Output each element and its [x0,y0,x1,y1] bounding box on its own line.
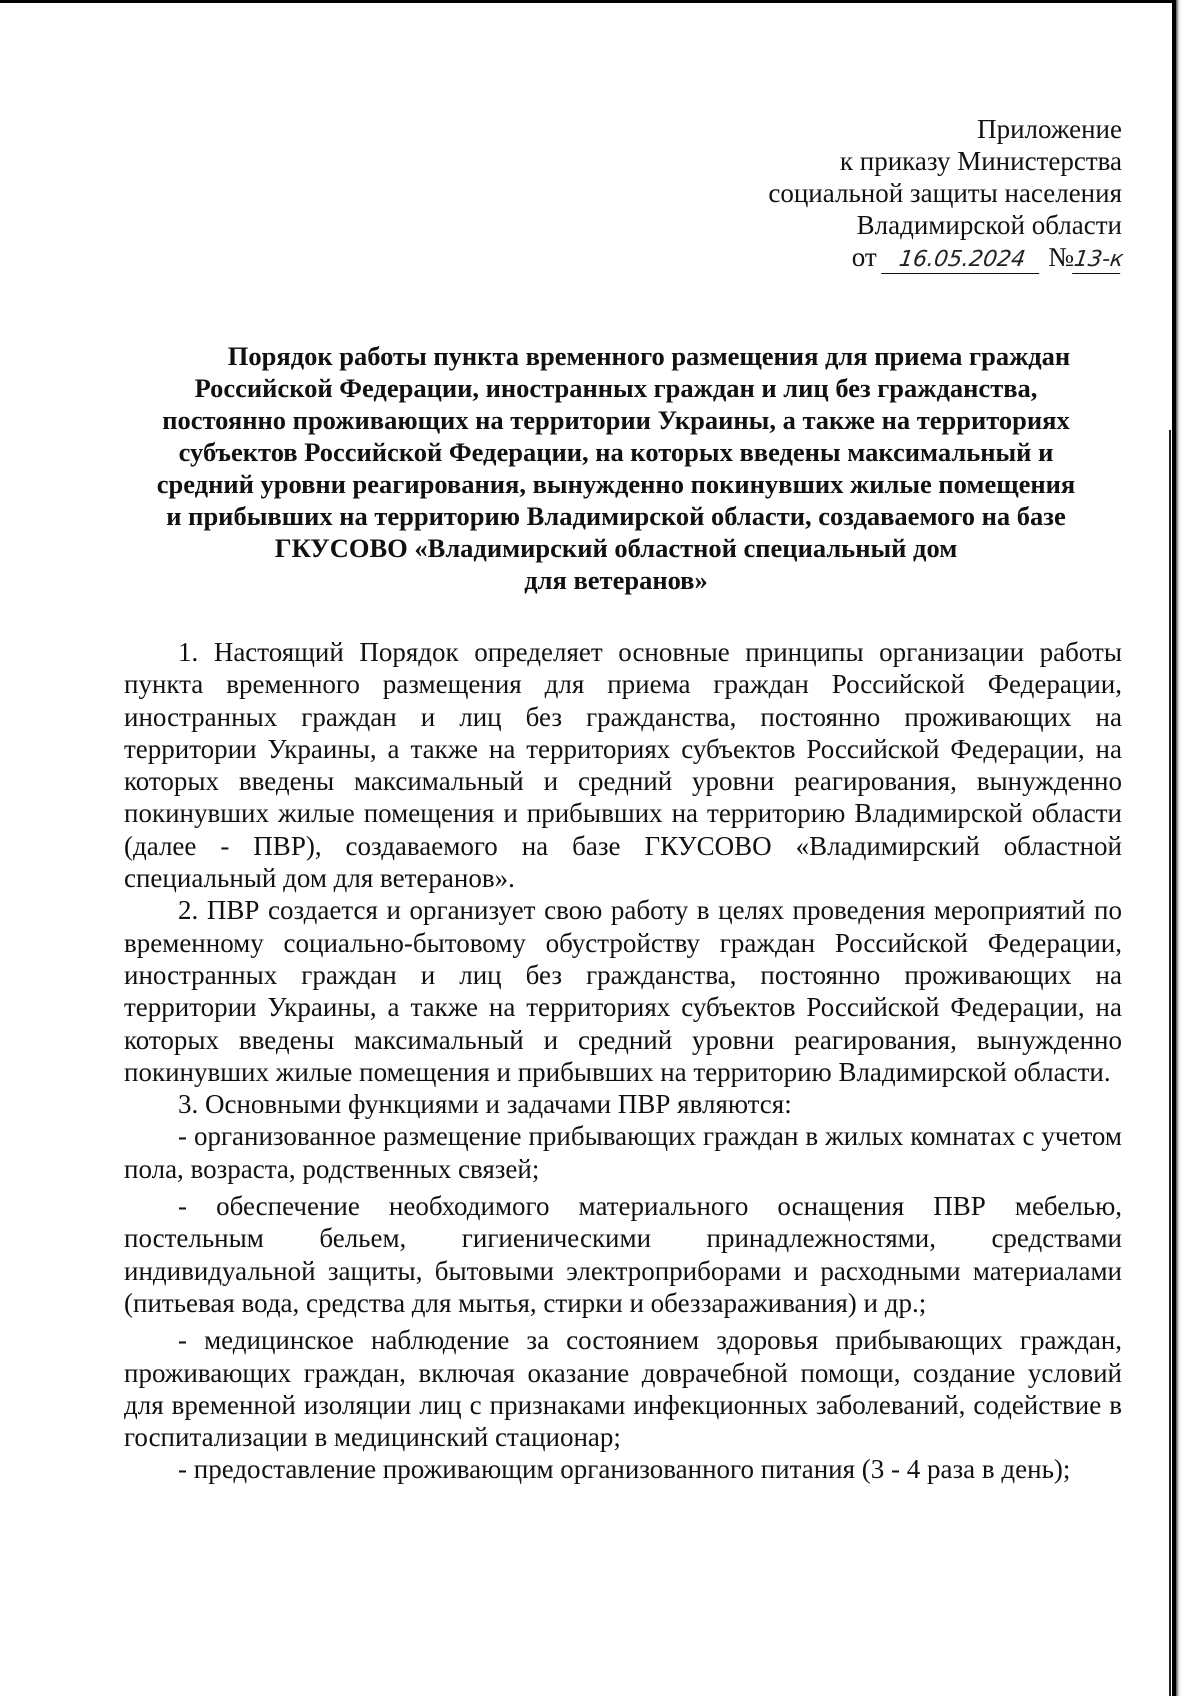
title-line: для ветеранов» [524,565,708,595]
appendix-header [602,113,1126,274]
scan-edge-inner [1169,430,1171,1696]
paragraph-1: 1. Настоящий Порядок определяет основные принципы организации работы пункта временного размещения для приема граждан Российской Федерации, иностранных граждан и лиц без гражданства, постоянно проживающих на территории Украины, а также на территориях субъектов Российской Федерации, на которых введены максимальный и средний уровни реагирования, вынужденно покинувших жилые помещения и прибывших на территорию Владимирской области (далее - ПВР), создаваемого на базе ГКУСОВО «Владимирский областной специальный дом для ветеранов». [124,637,1122,894]
handwritten-number: 13-к [1072,247,1126,272]
title-line: Порядок работы пункта временного размещения для приема граждан [227,341,1071,371]
number-label: № [1048,242,1074,272]
paragraph-3: 3. Основными функциями и задачами ПВР являются: [178,1089,792,1120]
scan-edge-top [0,0,1180,3]
appendix-line: социальной защиты населения [768,178,1122,208]
list-item-placement: - организованное размещение прибывающих граждан в жилых комнатах с учетом пола, возраста, родственных связей; [124,1121,1122,1184]
title-line: средний уровни реагирования, вынужденно покинувших жилые помещения [156,469,1076,499]
title-line: ГКУСОВО «Владимирский областной специальный дом [274,533,958,563]
paragraph-2: 2. ПВР создается и организует свою работу в целях проведения мероприятий по временному социально-бытовому обустройству граждан Российской Федерации, иностранных граждан и лиц без гражданства, постоянно проживающих на территории Украины, а также на территориях субъектов Российской Федерации, на которых введены максимальный и средний уровни реагирования, вынужденно покинувших жилые помещения и прибывших на территорию Владимирской области. [124,895,1122,1087]
list-item-medical: - медицинское наблюдение за состоянием здоровья прибывающих граждан, проживающих граждан, включая оказание доврачебной помощи, создание условий для временной изоляции лиц с признаками инфекционных заболеваний, содействие в госпитализации в медицинский стационар; [124,1325,1122,1453]
handwritten-date: 16.05.2024 [882,247,1044,274]
scan-shadow-right [1176,0,1200,1696]
document-title [126,340,1106,596]
title-line: Российской Федерации, иностранных граждан и лиц без гражданства, [194,373,1038,403]
document-body [124,636,1122,1486]
title-line: субъектов Российской Федерации, на которых введены максимальный и [178,437,1054,467]
appendix-line: к приказу Министерства [839,146,1122,176]
list-item-meals: - предоставление проживающим организованного питания (3 - 4 раза в день); [178,1454,1071,1485]
appendix-line: Владимирской области [856,210,1122,240]
title-line: постоянно проживающих на территории Украины, а также на территориях [162,405,1070,435]
title-line: и прибывших на территорию Владимирской области, создаваемого на базе [166,501,1066,531]
list-item-equipment: - обеспечение необходимого материального оснащения ПВР мебелью, постельным бельем, гигиеническими принадлежностями, средствами индивидуальной защиты, бытовыми электроприборами и расходными материалами (питьевая вода, средства для мытья, стирки и обеззараживания) и др.; [124,1191,1122,1318]
appendix-line: Приложение [977,114,1122,144]
order-date-number [602,241,1126,274]
from-label: от [851,242,877,272]
